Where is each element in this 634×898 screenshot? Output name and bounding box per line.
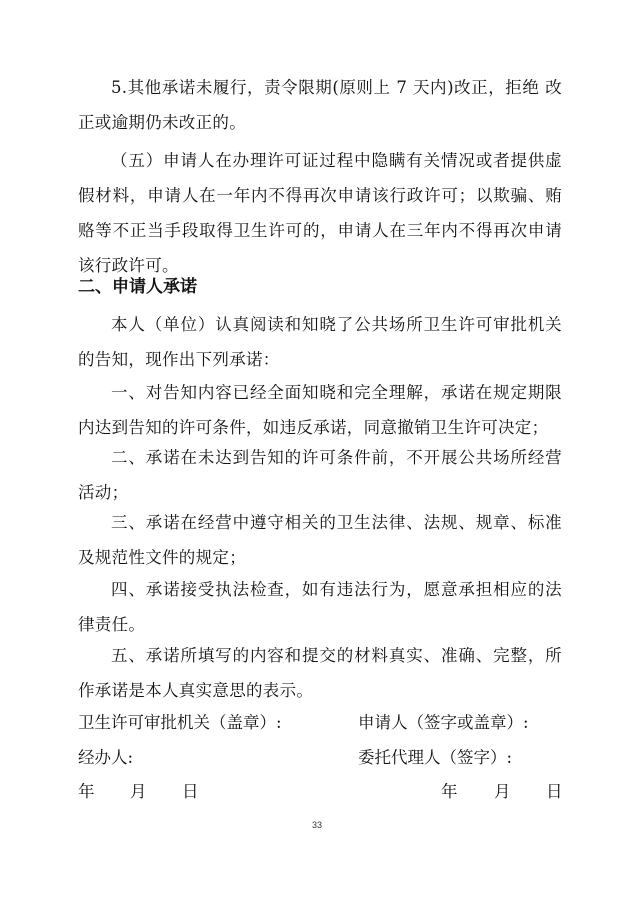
section-heading: 二、申请人承诺: [78, 277, 197, 297]
handler-label: 经办人:: [78, 748, 134, 767]
date-right-day: 日: [546, 782, 563, 801]
paragraph-promise-5: 五、承诺所填写的内容和提交的材料真实、准确、完整，所作承诺是本人真实意思的表示。: [78, 646, 562, 700]
paragraph-intro: 本人（单位）认真阅读和知晓了公共场所卫生许可审批机关的告知，现作出下列承诺：: [78, 315, 562, 369]
applicant-signature-label: 申请人（签字或盖章）:: [358, 713, 529, 732]
date-right-month: 月: [494, 782, 511, 801]
page-number: 33: [311, 820, 322, 830]
authority-seal-label: 卫生许可审批机关（盖章）:: [78, 713, 282, 732]
paragraph-item-5: 5.其他承诺未履行，责令限期(原则上 7 天内)改正，拒绝 改正或逾期仍未改正的。: [78, 78, 562, 132]
date-left-month: 月: [130, 782, 147, 801]
paragraph-promise-3: 三、承诺在经营中遵守相关的卫生法律、法规、规章、标准及规范性文件的规定；: [78, 513, 562, 567]
paragraph-promise-1: 一、对告知内容已经全面知晓和完全理解，承诺在规定期限内达到告知的许可条件，如违反承诺，同意撤销卫生许可决定；: [78, 383, 562, 437]
paragraph-section-five: （五）申请人在办理许可证过程中隐瞒有关情况或者提供虚假材料，申请人在一年内不得再次申请该行政许可；以欺骗、贿赂等不正当手段取得卫生许可的，申请人在三年内不得再次申请该行政许可。: [78, 151, 562, 275]
paragraph-promise-2: 二、承诺在未达到告知的许可条件前，不开展公共场所经营活动；: [78, 448, 562, 502]
agent-signature-label: 委托代理人（签字）:: [358, 748, 513, 767]
date-right-year: 年: [441, 782, 458, 801]
date-left-year: 年: [78, 782, 95, 801]
paragraph-promise-4: 四、承诺接受执法检查，如有违法行为，愿意承担相应的法律责任。: [78, 580, 562, 634]
date-left-day: 日: [182, 782, 199, 801]
